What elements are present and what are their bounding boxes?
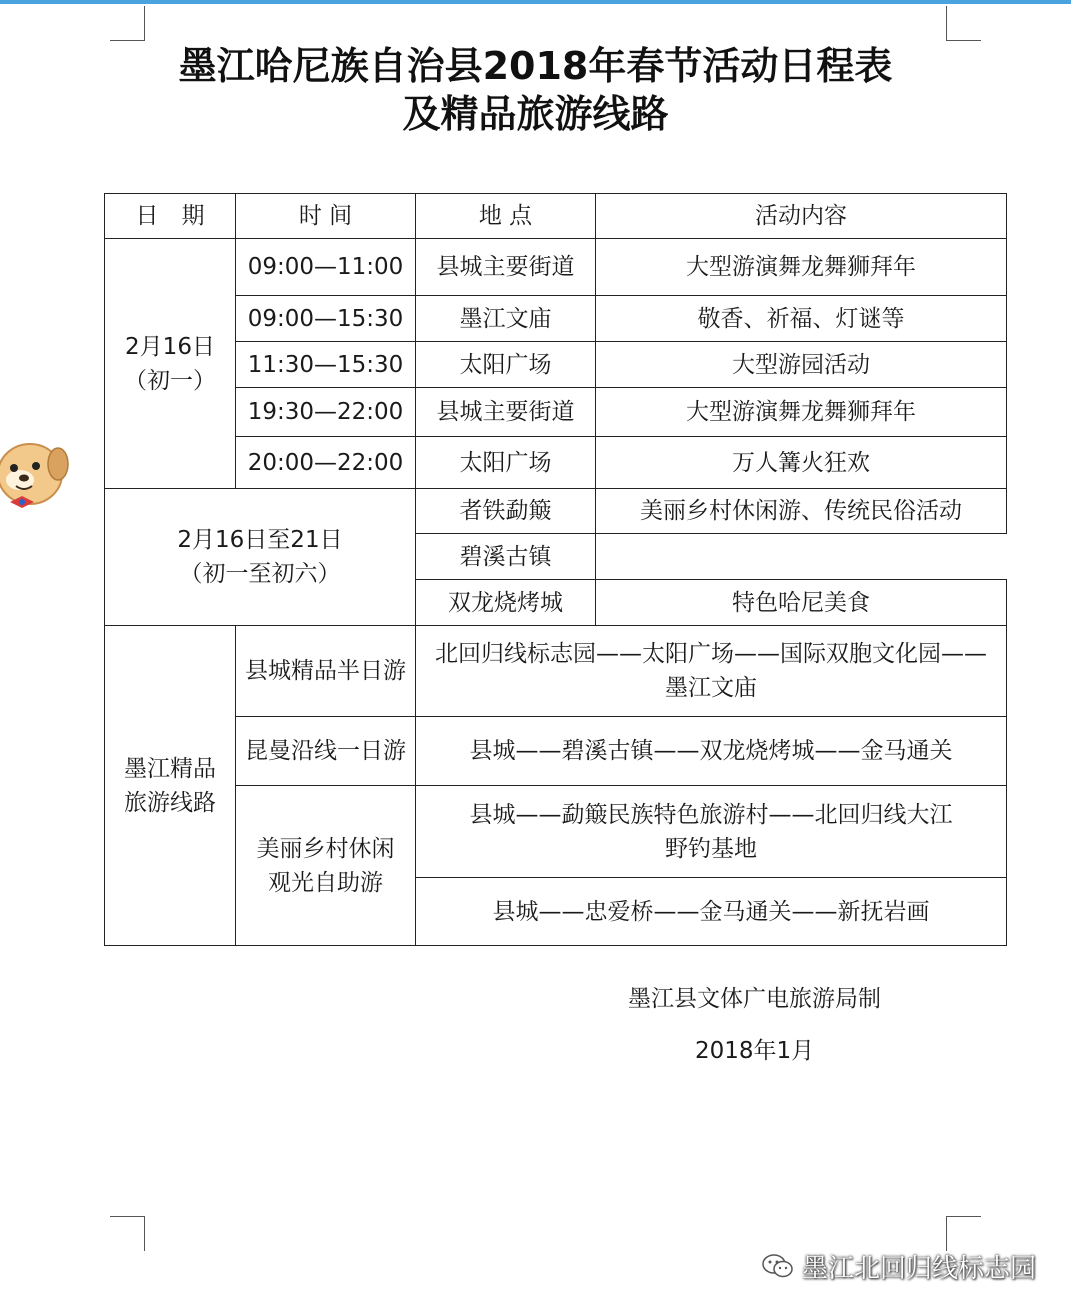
time-cell: 20:00—22:00: [236, 437, 416, 489]
table-row: [105, 717, 1007, 786]
route-name-cell: [236, 786, 416, 946]
route-detail-cell: 县城——碧溪古镇——双龙烧烤城——金马通关: [416, 717, 1007, 786]
period-lunar: （初一至初六）: [179, 561, 341, 587]
period-date-cell: [105, 489, 416, 626]
route-detail-line: 野钓基地: [665, 835, 757, 862]
table-row: [105, 296, 1007, 342]
header-content: 活动内容: [596, 194, 1007, 239]
time-cell: 09:00—15:30: [236, 296, 416, 342]
header-place: 地 点: [416, 194, 596, 239]
time-cell: 11:30—15:30: [236, 342, 416, 388]
crop-mark-top-right: [946, 6, 981, 41]
period-date: 2月16日至21日: [177, 527, 343, 553]
place-cell: 县城主要街道: [416, 388, 596, 437]
place-cell: 县城主要街道: [416, 239, 596, 296]
time-cell: 09:00—11:00: [236, 239, 416, 296]
route-detail-line: 墨江文庙: [665, 675, 757, 701]
schedule-table: [104, 193, 1007, 946]
wechat-icon: [760, 1248, 796, 1284]
routes-label-line-2: 旅游线路: [124, 789, 216, 816]
table-row: [105, 437, 1007, 489]
crop-mark-top-left: [110, 6, 145, 41]
header-time: 时 间: [236, 194, 416, 239]
content-cell: 敬香、祈福、灯谜等: [596, 296, 1007, 342]
route-detail-line: 县城——勐簸民族特色旅游村——北回归线大江: [469, 801, 953, 828]
content-cell: [596, 534, 1007, 580]
document-title: [0, 42, 1071, 138]
route-detail-cell: [416, 626, 1007, 717]
routes-label-line-1: 墨江精品: [124, 755, 216, 782]
routes-label-cell: [105, 626, 236, 946]
crop-mark-bottom-left: [110, 1216, 145, 1251]
table-row: [105, 786, 1007, 878]
content-cell: 特色哈尼美食: [596, 580, 1007, 626]
day1-lunar: （初一）: [124, 367, 216, 394]
route-name-cell: 县城精品半日游: [236, 626, 416, 717]
table-row: [105, 489, 1007, 534]
watermark-text: 墨江北回归线标志园: [802, 1253, 1037, 1284]
table-header-row: [105, 194, 1007, 239]
table-row: [105, 388, 1007, 437]
watermark: [760, 1246, 1060, 1286]
place-cell: 太阳广场: [416, 437, 596, 489]
table-row: [105, 342, 1007, 388]
top-accent-strip: [0, 0, 1071, 4]
content-cell: 大型游演舞龙舞狮拜年: [596, 388, 1007, 437]
place-cell: 碧溪古镇: [416, 534, 596, 580]
content-cell: 大型游演舞龙舞狮拜年: [596, 239, 1007, 296]
content-cell: 大型游园活动: [596, 342, 1007, 388]
title-line-2: 及精品旅游线路: [402, 92, 669, 136]
header-date: 日 期: [105, 194, 236, 239]
content-cell: 万人篝火狂欢: [596, 437, 1007, 489]
day1-date-cell: [105, 239, 236, 489]
time-cell: 19:30—22:00: [236, 388, 416, 437]
table-row: [105, 626, 1007, 717]
dog-mascot-icon: [0, 432, 72, 524]
issuing-organization: 墨江县文体广电旅游局制: [628, 986, 881, 1012]
route-detail-line: 北回归线标志园——太阳广场——国际双胞文化园——: [435, 641, 987, 667]
route-name-cell: 昆曼沿线一日游: [236, 717, 416, 786]
day1-date: 2月16日: [125, 333, 215, 360]
table-row: [105, 239, 1007, 296]
route-name-line: 美丽乡村休闲: [256, 835, 395, 862]
place-cell: 者铁勐簸: [416, 489, 596, 534]
place-cell: 墨江文庙: [416, 296, 596, 342]
title-line-1: 墨江哈尼族自治县2018年春节活动日程表: [178, 44, 893, 88]
issue-date: 2018年1月: [695, 1038, 815, 1064]
content-cell: 美丽乡村休闲游、传统民俗活动: [596, 489, 1007, 534]
route-detail-cell: [416, 786, 1007, 878]
route-name-line: 观光自助游: [268, 869, 383, 896]
place-cell: 太阳广场: [416, 342, 596, 388]
route-detail-cell: 县城——忠爱桥——金马通关——新抚岩画: [416, 878, 1007, 946]
place-cell: 双龙烧烤城: [416, 580, 596, 626]
